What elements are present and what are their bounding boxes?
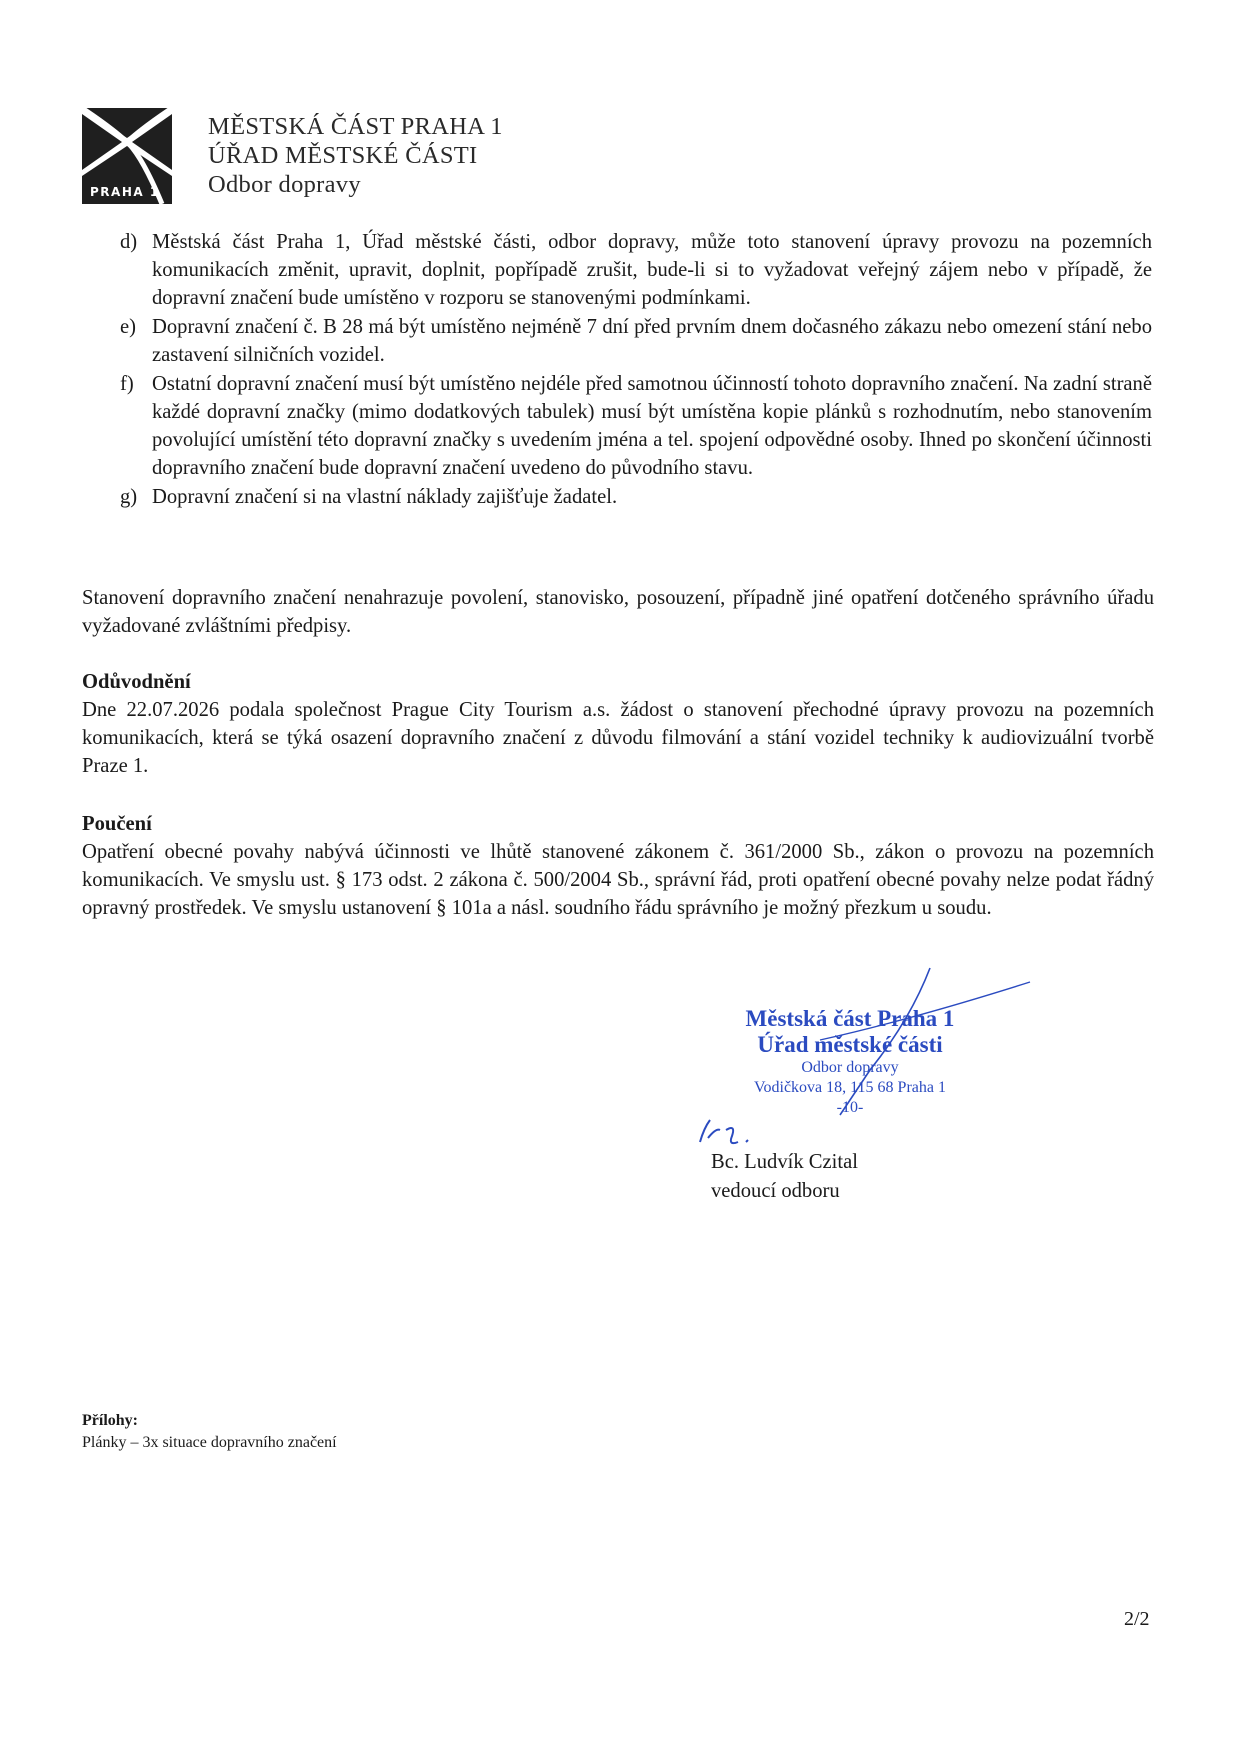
stamp-line-office: Úřad městské části: [757, 1032, 943, 1057]
annex-section: [82, 1410, 337, 1454]
condition-text: Dopravní značení č. B 28 má být umístěno nejméně 7 dní před prvním dnem dočasného zákazu nebo omezení stání nebo zastavení silničních vozidel.: [152, 316, 1152, 366]
signer-name: Bc. Ludvík Czital: [711, 1151, 858, 1173]
stamp-line-number: -10-: [836, 1099, 864, 1116]
condition-letter: f): [120, 373, 134, 395]
page-number: 2/2: [1124, 1608, 1150, 1630]
instruction-heading: Poučení: [82, 813, 152, 835]
condition-letter: d): [120, 231, 138, 253]
signer-role: vedoucí odboru: [711, 1180, 840, 1202]
stamp-line-department: Odbor dopravy: [801, 1059, 899, 1076]
condition-g: [120, 483, 1152, 511]
stamp-line-address: Vodičkova 18, 115 68 Praha 1: [754, 1079, 946, 1096]
logo-text: PRAHA 1: [90, 185, 160, 199]
annex-heading: Přílohy:: [82, 1412, 138, 1429]
official-stamp: [700, 1006, 1000, 1118]
condition-letter: g): [120, 486, 138, 508]
letterhead: [208, 112, 503, 199]
justification-heading: Odůvodnění: [82, 671, 191, 693]
conditions-list: [120, 228, 1152, 512]
municipality-name: MĚSTSKÁ ČÁST PRAHA 1: [208, 113, 503, 140]
condition-text: Městská část Praha 1, Úřad městské části, odbor dopravy, může toto stanovení úpravy provozu na pozemních komunikacích změnit, upravit, doplnit, popřípadě zrušit, bude-li si to vyžadovat veřejný zájem nebo v případě, že dopravní značení bude umístěno v rozporu se stanovenými podmínkami.: [152, 231, 1152, 309]
condition-text: Dopravní značení si na vlastní náklady zajišťuje žadatel.: [152, 486, 618, 508]
condition-text: Ostatní dopravní značení musí být umístěno nejdéle před samotnou účinností tohoto dopravního značení. Na zadní straně každé dopravní značky (mimo dodatkových tabulek) musí být umístěna kopie plánků s rozhodnutím, nebo stanovením povolující umístění této dopravní značky s uvedením jména a tel. spojení odpovědné osoby. Ihned po skončení účinnosti dopravního značení bude dopravní značení uvedeno do původního stavu.: [152, 373, 1152, 479]
justification-section: [82, 668, 1154, 780]
praha1-logo: [82, 108, 172, 204]
signer-block: [711, 1148, 858, 1206]
office-name: ÚŘAD MĚSTSKÉ ČÁSTI: [208, 142, 478, 169]
instruction-text: Opatření obecné povahy nabývá účinnosti ve lhůtě stanovené zákonem č. 361/2000 Sb., zákon o provozu na pozemních komunikacích. Ve smyslu ust. § 173 odst. 2 zákona č. 500/2004 Sb., správní řád, proti opatření obecné povahy nelze podat řádný opravný prostředek. Ve smyslu ustanovení § 101a a násl. soudního řádu správního je možný přezkum u soudu.: [82, 841, 1154, 919]
annex-text: Plánky – 3x situace dopravního značení: [82, 1434, 337, 1451]
condition-e: [120, 313, 1152, 369]
condition-f: [120, 370, 1152, 482]
instruction-section: [82, 810, 1154, 922]
condition-d: [120, 228, 1152, 312]
condition-letter: e): [120, 316, 136, 338]
department-name: Odbor dopravy: [208, 171, 361, 198]
statement-paragraph: Stanovení dopravního značení nenahrazuje povolení, stanovisko, posouzení, případně jiné opatření dotčeného správního úřadu vyžadované zvláštními předpisy.: [82, 587, 1154, 637]
justification-text: Dne 22.07.2026 podala společnost Prague City Tourism a.s. žádost o stanovení přechodné úpravy provozu na pozemních komunikacích, která se týká osazení dopravního značení z důvodu filmování a stání vozidel techniky k audiovizuální tvorbě Praze 1.: [82, 699, 1154, 777]
stamp-line-municipality: Městská část Praha 1: [745, 1006, 955, 1031]
